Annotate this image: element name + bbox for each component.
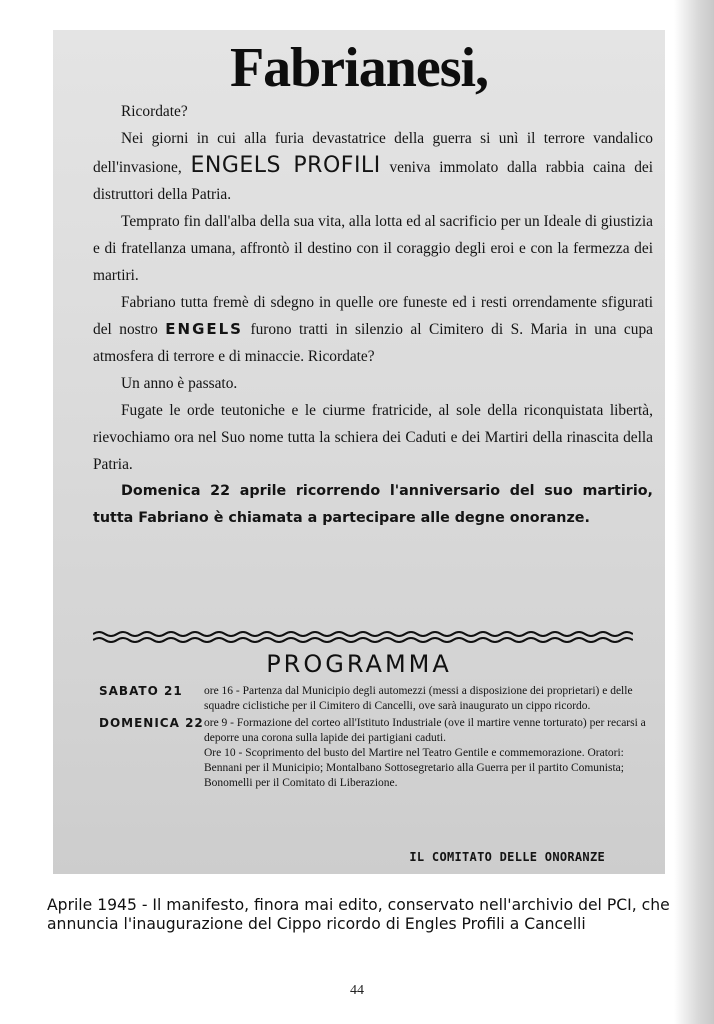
photo-caption: Aprile 1945 - Il manifesto, finora mai edito, conservato nell'archivio del PCI, che annuncia l'inaugurazione del Cippo ricordo di Engles Profili a Cancelli (47, 896, 670, 933)
wavy-divider (93, 628, 633, 646)
schedule-day: SABATO 21 (99, 684, 183, 698)
schedule-entries (204, 684, 659, 714)
schedule-entry: ore 9 - Formazione del corteo all'Istituto Industriale (ove il martire venne torturato) per recarsi a deporre una corona sulla lapide dei partigiani caduti. (204, 717, 646, 744)
schedule-row-domenica (99, 716, 659, 791)
poster-signature: IL COMITATO DELLE ONORANZE (409, 850, 605, 864)
paragraph-fabriano (93, 289, 653, 370)
schedule-entries (204, 716, 659, 791)
paragraph-fugate: Fugate le orde teutoniche e le ciurme fratricide, al sole della riconquistata libertà, rievochiamo ora nel Suo nome tutta la schiera dei Caduti e dei Martiri della rinascita della Patria. (93, 402, 653, 473)
paragraph-temprato: Temprato fin dall'alba della sua vita, alla lotta ed al sacrificio per un Ideale di giustizia e di fratellanza umana, affrontò il destino con il coraggio degli eroi e con la fermezza dei martiri. (93, 213, 653, 284)
paragraph-domenica: Domenica 22 aprile ricorrendo l'anniversario del suo martirio, tutta Fabriano è chiamata a partecipare alle degne onoranze. (93, 483, 653, 526)
schedule-entry: ore 16 - Partenza dal Municipio degli automezzi (messi a disposizione dei proprietari) e delle squadre ciclistiche per il Cimitero di Cancelli, ove sarà inaugurato un cippo ricordo. (204, 685, 633, 712)
page-edge-shadow (674, 0, 714, 1024)
programma-title: PROGRAMMA (266, 650, 452, 678)
name-engels: ENGELS (165, 320, 243, 338)
name-engels-profili: ENGELS PROFILI (190, 153, 381, 178)
paragraph-ricordate: Ricordate? (121, 103, 188, 120)
paragraph-anno: Un anno è passato. (121, 375, 238, 392)
programma-schedule (99, 684, 659, 791)
paragraph-fabriano-start: Fabriano tutta fremè di sdegno in quelle ore funeste ed i resti orrendamente sfigurati del nostro (93, 294, 653, 338)
paragraph-fabriano-end: furono tratti in silenzio al Cimitero di S. Maria in una cupa atmosfera di terrore e di minaccie. Ricordate? (93, 321, 653, 365)
schedule-day: DOMENICA 22 (99, 716, 204, 730)
schedule-entry: Ore 10 - Scoprimento del busto del Martire nel Teatro Gentile e commemorazione. Oratori: Bennani per il Municipio; Montalbano Sottosegretario alla Guerra per il partito Comunista; Bonomelli per il Comitato di Liberazione. (204, 747, 624, 789)
manifesto-poster (53, 30, 665, 874)
paragraph-invasione-start: Nei giorni in cui alla furia devastatrice della guerra si unì il terrore vandalico dell'invasione, (93, 130, 653, 176)
paragraph-invasione (93, 125, 653, 208)
schedule-row-sabato (99, 684, 659, 714)
poster-title: Fabrianesi, (229, 37, 489, 99)
poster-body (93, 98, 653, 532)
page-number: 44 (350, 983, 364, 998)
paragraph-invasione-end: veniva immolato dalla rabbia caina dei distruttori della Patria. (93, 159, 653, 203)
